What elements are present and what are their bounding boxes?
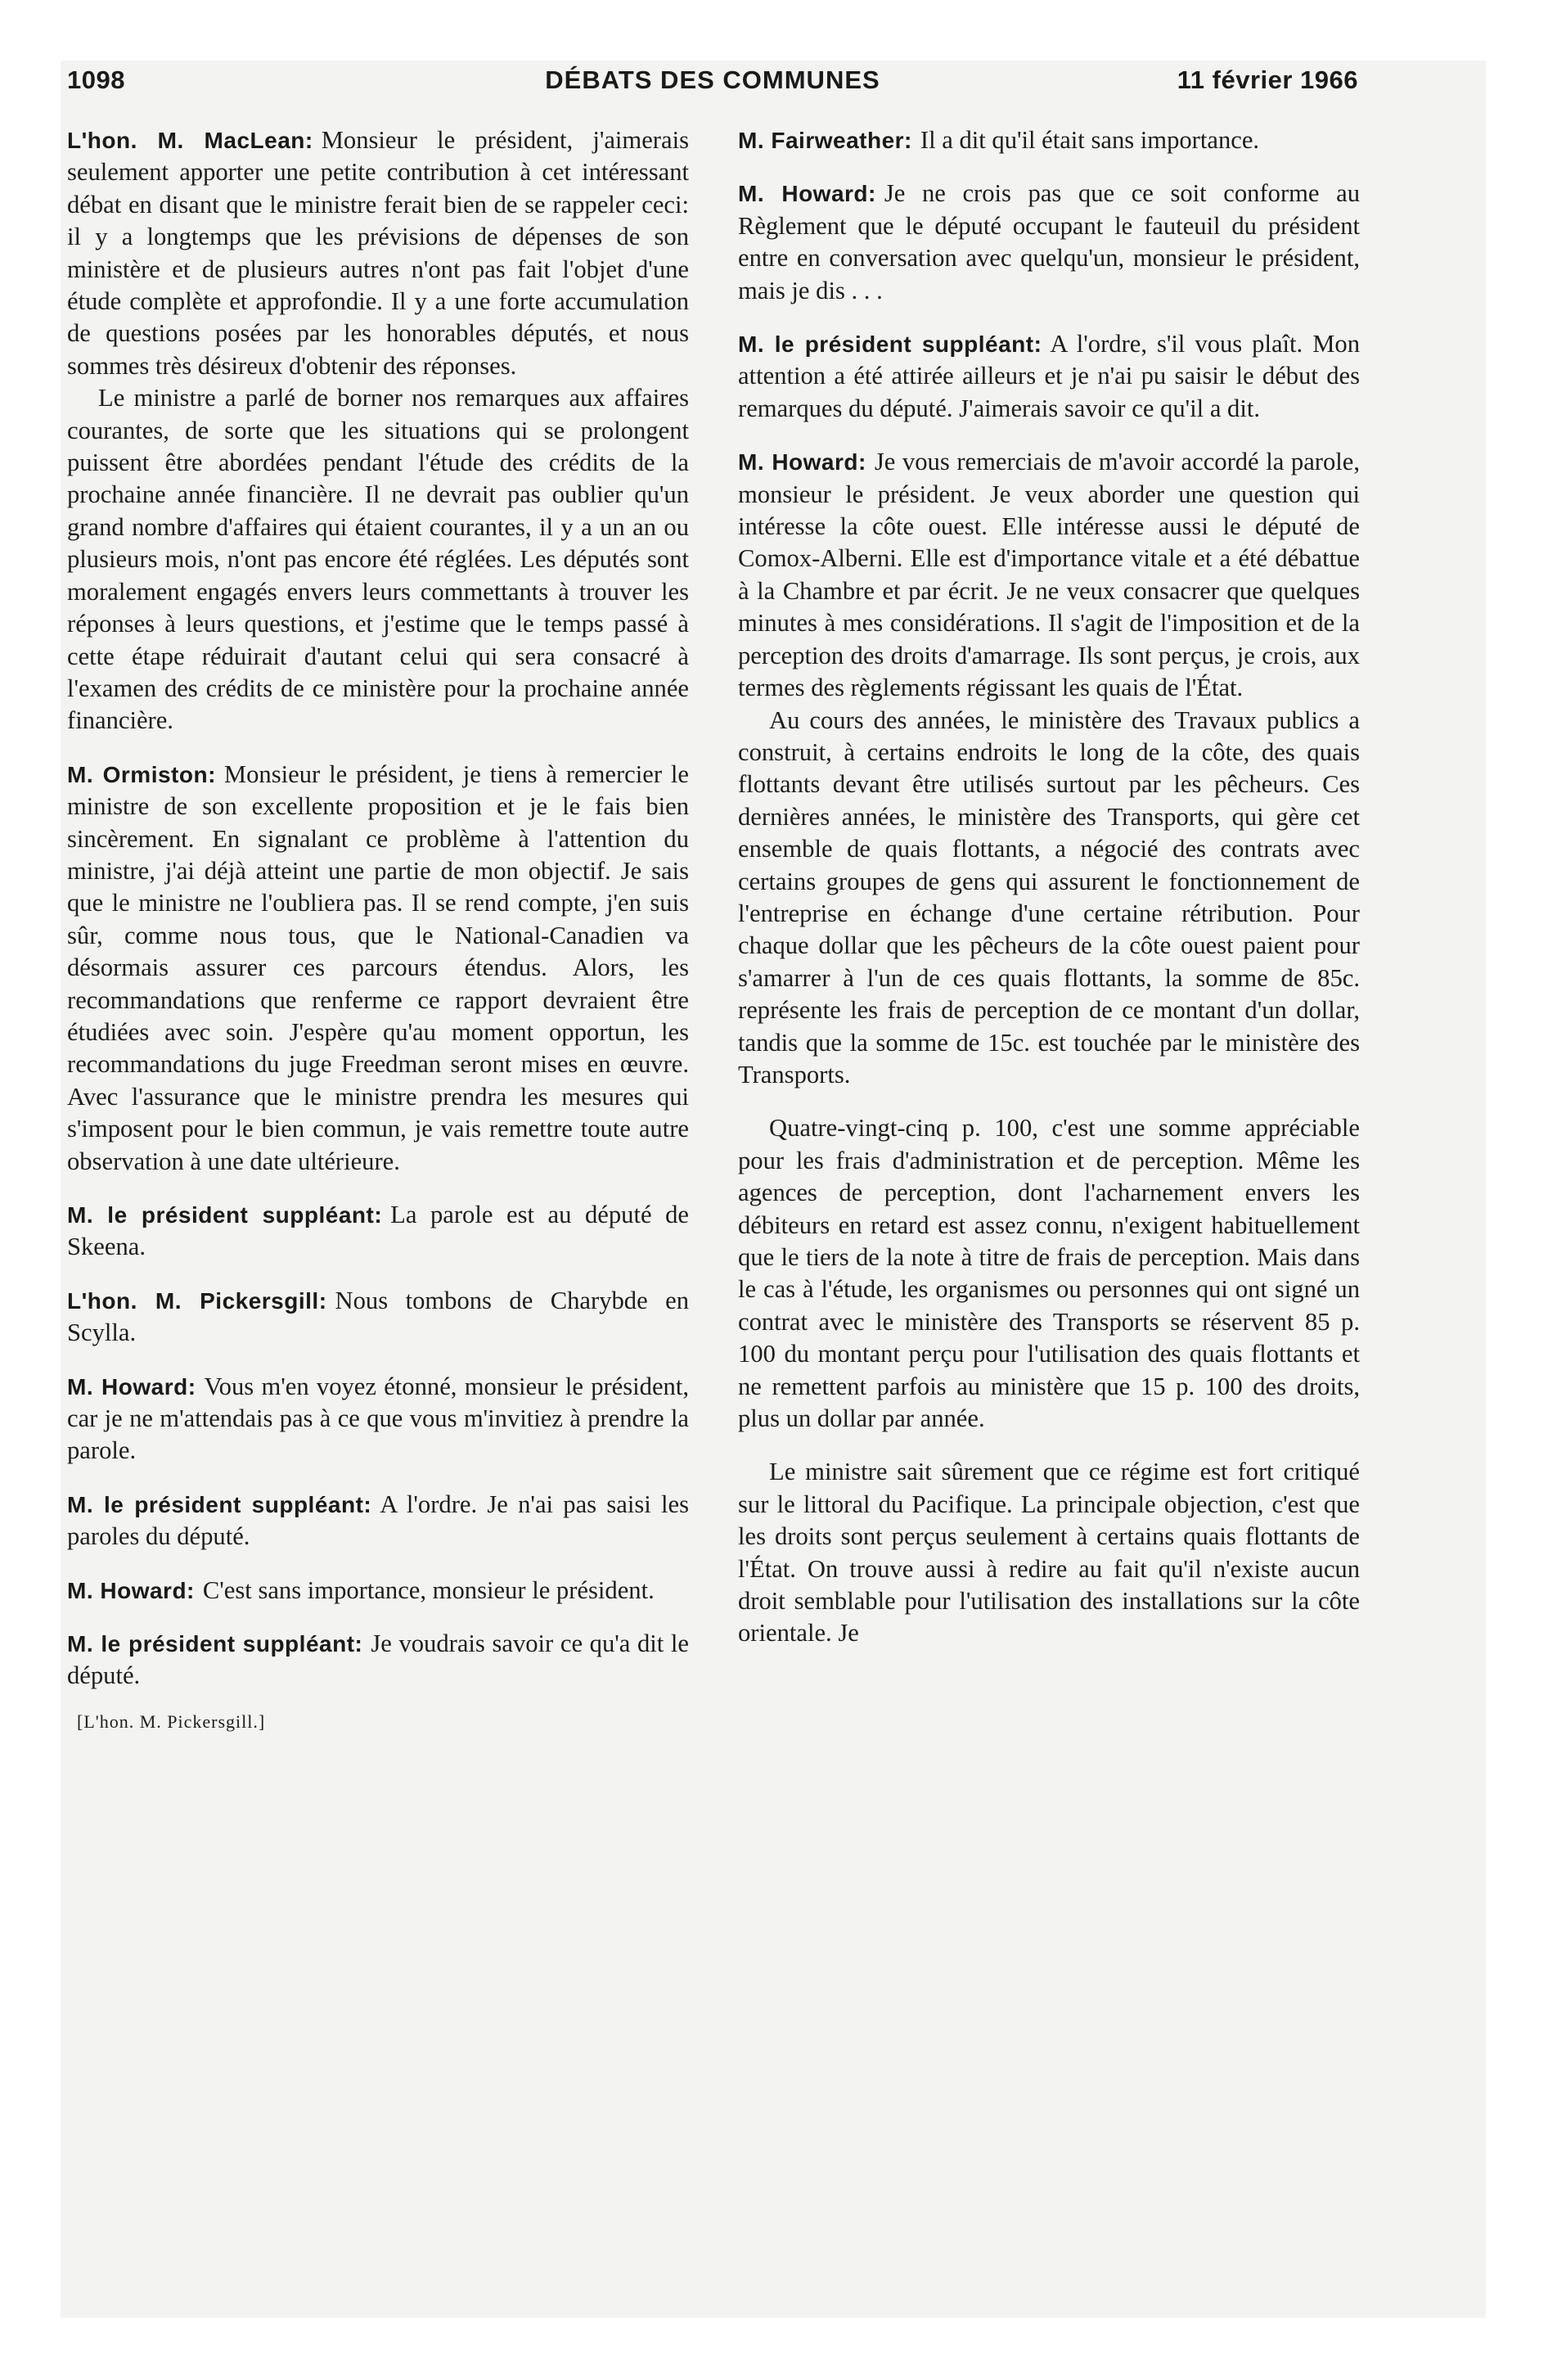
speaker-name: L'hon. M. Pickersgill: [67, 1287, 327, 1314]
speech-text: Monsieur le président, je tiens à remercier le ministre de son excellente proposition et je le fais bien sincèrement. En signalant ce problème à l'attention du ministre, j'ai déjà atteint une partie de mon objectif. Je sais que le ministre ne l'oubliera pas. Il se rend compte, j'en suis sûr, comme nous tous, que le National-Canadien va désormais assurer ces parcours étendus. Alors, les recommandations que renferme ce rapport devraient être étudiées avec soin. J'espère qu'au moment opportun, les recommandations du juge Freedman seront mises en œuvre. Avec l'assurance que le ministre prendra les mesures qui s'imposent pour le bien commun, je vais remettre toute autre observation à une date ultérieure. [67, 760, 689, 1175]
speaker-name: M. Howard: [738, 449, 866, 476]
speech-text: A l'ordre. Je n'ai pas saisi les paroles du député. [67, 1490, 689, 1551]
speech-text: Je ne crois pas que ce soit conforme au Règlement que le député occupant le fauteuil du président entre en conversation avec quelqu'un, monsieur le président, mais je dis . . . [738, 179, 1360, 304]
speaker-name: M. le président suppléant: [67, 1202, 383, 1228]
speech-paragraph [738, 1112, 1360, 1435]
speech-paragraph [738, 328, 1360, 425]
speech-paragraph [738, 178, 1360, 307]
speech-paragraph [738, 446, 1360, 704]
speaker-name: M. le président suppléant: [67, 1491, 372, 1517]
speaker-footnote: [L'hon. M. Pickersgill.] [77, 1711, 266, 1732]
speech-text: Le ministre a parlé de borner nos remarques aux affaires courantes, de sorte que les situations qui se prolongent puissent être abordées pendant l'étude des crédits de la prochaine année financière. Il ne devrait pas oublier qu'un grand nombre d'affaires qui étaient courantes, il y a un an ou plusieurs mois, n'ont pas encore été réglées. Les députés sont moralement engagés envers leurs commettants à trouver les réponses à leurs questions, et j'estime que le temps passé à cette étape réduirait d'autant celui qui sera consacré à l'examen des crédits de ce ministère pour la prochaine année financière. [67, 384, 689, 735]
speech-text: Vous m'en voyez étonné, monsieur le président, car je ne m'attendais pas à ce que vous m'invitiez à prendre la parole. [67, 1372, 689, 1465]
publication-title: DÉBATS DES COMMUNES [545, 65, 880, 94]
speech-paragraph [67, 1371, 689, 1467]
publication-date: 11 février 1966 [1177, 65, 1358, 94]
speech-paragraph [738, 1456, 1360, 1649]
right-column [738, 124, 1360, 1671]
speech-text: Quatre-vingt-cinq p. 100, c'est une somme appréciable pour les frais d'administration et de perception. Même les agences de perception, dont l'acharnement envers les débiteurs en retard est assez connu, n'exigent habituellement que le tiers de la note à titre de frais de perception. Mais dans le cas à l'étude, les organismes ou personnes qui ont signé un contrat avec le ministère des Transports se réservent 85 p. 100 du montant perçu pour l'utilisation des quais flottants et ne remettent parfois au ministère que 15 p. 100 des droits, plus un dollar par année. [738, 1114, 1360, 1433]
speech-text: Au cours des années, le ministère des Travaux publics a construit, à certains endroits le long de la côte, des quais flottants devant être utilisés surtout par les pêcheurs. Ces dernières années, le ministère des Transports, qui gère cet ensemble de quais flottants, a négocié des contrats avec certains groupes de gens qui assurent le fonctionnement de l'entreprise en échange d'une certaine rétribution. Pour chaque dollar que les pêcheurs de la côte ouest paient pour s'amarrer à l'un de ces quais flottants, la somme de 85c. représente les frais de perception de ce montant d'un dollar, tandis que la somme de 15c. est touchée par le ministère des Transports. [738, 705, 1360, 1089]
speech-text: C'est sans importance, monsieur le président. [202, 1575, 655, 1604]
speech-paragraph [67, 1575, 689, 1607]
speech-text: Je vous remerciais de m'avoir accordé la parole, monsieur le président. Je veux aborder une question qui intéresse la côte ouest. Elle intéresse aussi le député de Comox-Alberni. Elle est d'importance vitale et a été débattue à la Chambre et par écrit. Je ne veux consacrer que quelques minutes à mes considérations. Il s'agit de l'imposition et de la perception des droits d'amarrage. Ils sont perçus, je crois, aux termes des règlements régissant les quais de l'État. [738, 448, 1360, 702]
speaker-name: L'hon. M. MacLean: [67, 128, 313, 153]
speech-text: Nous tombons de Charybde en Scylla. [67, 1286, 689, 1347]
speaker-name: M. Howard: [738, 181, 876, 207]
speech-text: Le ministre sait sûrement que ce régime est fort critiqué sur le littoral du Pacifique. La principale objection, c'est que les droits sont perçus seulement à certains quais flottants de l'État. On trouve aussi à redire au fait qu'il n'existe aucun droit semblable pour l'utilisation des installations sur la côte orientale. Je [738, 1458, 1360, 1648]
speaker-name: M. Ormiston: [67, 761, 216, 787]
speech-paragraph [67, 1199, 689, 1264]
speech-text: Il a dit qu'il était sans importance. [920, 126, 1260, 154]
speech-text: A l'ordre, s'il vous plaît. Mon attention a été attirée ailleurs et je n'ai pu saisir le début des remarques du député. J'aimerais savoir ce qu'il a dit. [738, 330, 1360, 422]
speech-text: Monsieur le président, j'aimerais seulement apporter une petite contribution à cet intéressant débat en disant que le ministre ferait bien de se rappeler ceci: il y a longtemps que les prévisions de dépenses de son ministère et de plusieurs autres n'ont pas fait l'objet d'une étude complète et approfondie. Il y a une forte accumulation de questions posées par les honorables députés, et nous sommes très désireux d'obtenir des réponses. [67, 126, 689, 380]
speech-paragraph [67, 759, 689, 1178]
speech-paragraph [738, 705, 1360, 1092]
speech-paragraph [738, 124, 1360, 156]
speech-paragraph [67, 1628, 689, 1693]
speaker-name: M. Howard: [67, 1373, 196, 1400]
speaker-name: M. le président suppléant: [738, 331, 1042, 358]
speech-paragraph [67, 124, 689, 382]
speech-text: Je voudrais savoir ce qu'a dit le député. [67, 1629, 689, 1690]
page-header [67, 65, 1358, 115]
speech-paragraph [67, 382, 689, 737]
speech-paragraph [67, 1489, 689, 1553]
speaker-name: M. Fairweather: [738, 128, 912, 153]
left-column [67, 124, 689, 1738]
speech-paragraph [67, 1285, 689, 1350]
page-number: 1098 [67, 65, 125, 94]
speech-text: La parole est au député de Skeena. [67, 1201, 689, 1261]
speaker-name: M. le président suppléant: [67, 1631, 363, 1657]
speaker-name: M. Howard: [67, 1577, 195, 1603]
